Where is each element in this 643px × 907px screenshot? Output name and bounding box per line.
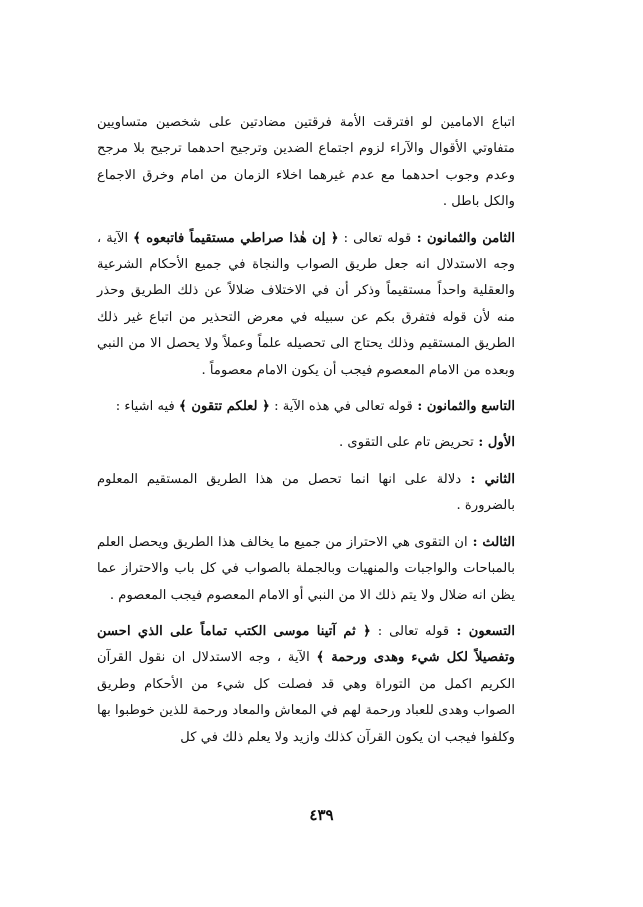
paragraph-intro: قوله تعالى في هذه الآية : — [269, 399, 413, 415]
paragraph-text: الآية ، وجه الاستدلال ان نقول القرآن الكريم اكمل من التوراة وهي قد فصلت كل شيء من الأحكام وطريق الصواب وهدى للعباد ورحمة لهم في المعاش والمعاد ورحمة للذين خوطبوا بها وكلفوا فيجب ان يكون القرآن كذلك وازيد ولا يعلم ذلك في كل — [97, 650, 515, 745]
quran-quote: ﴿ ثم آتينا موسى الكتب تماماً على الذي احسن وتفصيلاً لكل شيء وهدى ورحمة ﴾ — [97, 623, 516, 666]
paragraph-intro: قوله تعالى : — [338, 230, 412, 246]
paragraph-continuation — [97, 110, 515, 216]
paragraph-first — [97, 430, 515, 456]
paragraph-heading: التسعون : — [449, 623, 515, 639]
paragraph-heading: الأول : — [473, 435, 515, 451]
paragraph-third — [97, 530, 515, 609]
page-body — [97, 110, 515, 761]
paragraph-text: تحريض تام على التقوى . — [339, 435, 474, 451]
paragraph-90 — [97, 619, 515, 751]
paragraph-text: اتباع الامامين لو افترقت الأمة فرقتين مضادتين على شخصين متساويين متفاوتي الأقوال والآراء لزوم اجتماع الضدين وترجيح احدهما ترجيح بلا مرجح وعدم وجوب احدهما مع عدم غيرهما اخلاء الزمان من امام وخرق الاجماع والكل باطل . — [97, 115, 515, 210]
paragraph-text: ان التقوى هي الاحتراز من جميع ما يخالف هذا الطريق ويحصل العلم بالمباحات والواجبات والمنهيات وبالجملة بالصواب في كل باب والاحتراز عما يظن انه ضلال ولا يتم ذلك الا من النبي أو الامام المعصوم فيجب المعصوم . — [97, 534, 515, 603]
paragraph-heading: الثامن والثمانون : — [411, 230, 515, 246]
paragraph-text: دلالة على انها انما تحصل من هذا الطريق المستقيم المعلوم بالضرورة . — [97, 471, 515, 514]
quran-quote: ﴿ لعلكم تتقون ﴾ — [179, 399, 270, 415]
paragraph-heading: الثالث : — [467, 534, 515, 550]
paragraph-89 — [97, 394, 515, 420]
paragraph-intro: قوله تعالى : — [370, 623, 450, 639]
page-number: ٤٣٩ — [309, 806, 334, 824]
paragraph-text: فيه اشياء : — [115, 399, 180, 415]
paragraph-88 — [97, 226, 515, 384]
paragraph-heading: التاسع والثمانون : — [412, 399, 515, 415]
paragraph-second — [97, 467, 515, 520]
paragraph-heading: الثاني : — [461, 471, 515, 487]
quran-quote: ﴿ إن هٰذا صراطي مستقيماً فاتبعوه ﴾ — [133, 230, 339, 246]
paragraph-text: الآية ، وجه الاستدلال انه جعل طريق الصواب والنجاة في جميع الأحكام الشرعية والعقلية واحداً مستقيماً وذكر أن في الاختلاف ضلالاً عن ذلك الطريق وحذر منه لأن قوله فتفرق بكم عن سبيله في معرض التحذير من اتباع غير ذلك الطريق المستقيم وذلك يحتاج الى تحصيله علماً وعملاً ولا يحصل الا من النبي وبعده من الامام المعصوم فيجب أن يكون الامام معصوماً . — [97, 230, 515, 378]
